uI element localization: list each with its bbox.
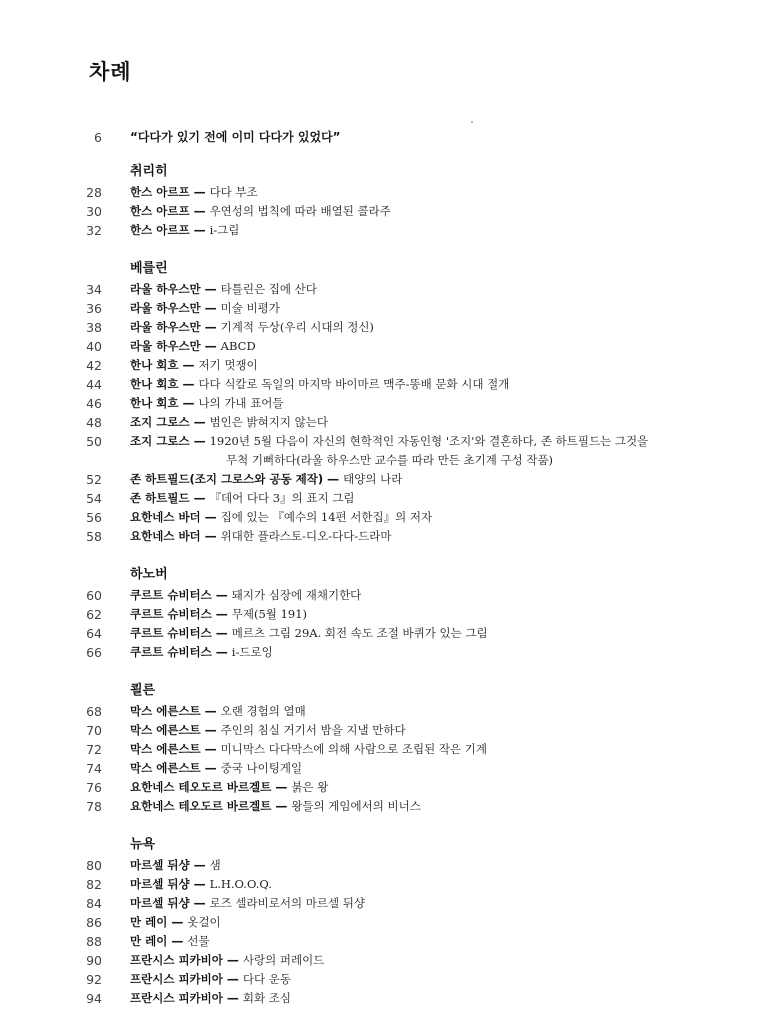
em-dash: —	[215, 645, 228, 659]
toc-section	[0, 834, 769, 1008]
page-number: 86	[86, 915, 102, 930]
page-number: 52	[86, 472, 102, 487]
toc-intro-entry[interactable]	[0, 128, 769, 147]
section-heading: 쾰른	[130, 683, 156, 698]
toc-entry[interactable]	[0, 856, 769, 875]
work-title: 다다 부조	[209, 185, 258, 199]
em-dash: —	[204, 282, 217, 296]
work-title: 선물	[187, 934, 210, 948]
toc-entry[interactable]	[0, 624, 769, 643]
toc-section	[0, 564, 769, 662]
em-dash: —	[204, 742, 217, 756]
work-title: 옷걸이	[187, 915, 221, 929]
work-title: 오랜 경험의 열매	[220, 704, 306, 718]
toc-entry[interactable]	[0, 586, 769, 605]
em-dash: —	[226, 991, 239, 1005]
artist-name: 조지 그로스	[130, 434, 190, 448]
em-dash: —	[204, 723, 217, 737]
em-dash: —	[193, 223, 206, 237]
work-title: 중국 나이팅게일	[220, 761, 303, 775]
toc-entry[interactable]	[0, 970, 769, 989]
paper-speck	[471, 121, 473, 123]
page-number: 32	[86, 223, 102, 238]
artist-name: 존 하트필드	[130, 491, 190, 505]
work-title: 우연성의 법칙에 따라 배열된 콜라주	[209, 204, 391, 218]
toc-entry[interactable]	[0, 221, 769, 240]
page-number: 56	[86, 510, 102, 525]
artist-name: 프란시스 피카비아	[130, 953, 223, 967]
page-number: 28	[86, 185, 102, 200]
work-title: 집에 있는 『예수의 14편 서한집』의 저자	[220, 510, 433, 524]
section-heading: 베를린	[130, 261, 168, 276]
em-dash: —	[215, 607, 228, 621]
toc-entry[interactable]	[0, 702, 769, 721]
page-number: 48	[86, 415, 102, 430]
page-number: 76	[86, 780, 102, 795]
page-number: 88	[86, 934, 102, 949]
toc-entry[interactable]	[0, 337, 769, 356]
section-heading: 뉴욕	[130, 837, 156, 852]
artist-name: 라울 하우스만	[130, 282, 201, 296]
em-dash: —	[193, 434, 206, 448]
toc-entry[interactable]	[0, 759, 769, 778]
work-title: 주인의 침실 거기서 밤을 지낼 만하다	[220, 723, 406, 737]
artist-name: 라울 하우스만	[130, 301, 201, 315]
page-number: 82	[86, 877, 102, 892]
em-dash: —	[204, 301, 217, 315]
toc-entry[interactable]	[0, 721, 769, 740]
em-dash: —	[204, 339, 217, 353]
artist-name: 한나 회흐	[130, 396, 179, 410]
artist-name: 라울 하우스만	[130, 339, 201, 353]
work-title: 위대한 플라스토-디오-다다-드라마	[220, 529, 392, 543]
artist-name: 한스 아르프	[130, 204, 190, 218]
em-dash: —	[327, 472, 340, 486]
em-dash: —	[275, 780, 288, 794]
work-title: 1920년 5월 다음이 자신의 현학적인 자동인형 '조지'와 결혼하다, 존 하트필드는 그것을	[209, 434, 649, 448]
page-number: 74	[86, 761, 102, 776]
em-dash: —	[171, 915, 184, 929]
page-number: 44	[86, 377, 102, 392]
toc-entry[interactable]	[0, 932, 769, 951]
toc-entry[interactable]	[0, 375, 769, 394]
work-title: 나의 가내 표어들	[198, 396, 284, 410]
page-number: 80	[86, 858, 102, 873]
page-number: 42	[86, 358, 102, 373]
em-dash: —	[193, 185, 206, 199]
artist-name: 쿠르트 슈비터스	[130, 645, 212, 659]
artist-name: 만 레이	[130, 934, 168, 948]
page-number: 68	[86, 704, 102, 719]
artist-name: 라울 하우스만	[130, 320, 201, 334]
page-number: 66	[86, 645, 102, 660]
page-number: 54	[86, 491, 102, 506]
page-number: 70	[86, 723, 102, 738]
intro-title: “다다가 있기 전에 이미 다다가 있었다”	[130, 130, 341, 144]
work-title-continued: 무척 기뻐하다(라울 하우스만 교수를 따라 만든 초기계 구성 작품)	[226, 453, 554, 467]
toc-section	[0, 161, 769, 240]
page-number: 64	[86, 626, 102, 641]
em-dash: —	[193, 858, 206, 872]
page-number: 58	[86, 529, 102, 544]
em-dash: —	[193, 877, 206, 891]
em-dash: —	[226, 953, 239, 967]
artist-name: 막스 에른스트	[130, 761, 201, 775]
artist-name: 만 레이	[130, 915, 168, 929]
work-title: 다다 운동	[242, 972, 291, 986]
em-dash: —	[215, 626, 228, 640]
page-number: 30	[86, 204, 102, 219]
toc-entry[interactable]	[0, 875, 769, 894]
page-number: 6	[94, 130, 102, 145]
page-number: 90	[86, 953, 102, 968]
toc-entry[interactable]	[0, 797, 769, 816]
work-title: 범인은 밝혀지지 않는다	[209, 415, 328, 429]
work-title: ABCD	[220, 339, 256, 353]
work-title: 미술 비평가	[220, 301, 280, 315]
toc-entry[interactable]	[0, 356, 769, 375]
page-number: 34	[86, 282, 102, 297]
artist-name: 막스 에른스트	[130, 723, 201, 737]
artist-name: 쿠르트 슈비터스	[130, 626, 212, 640]
section-heading: 취리히	[130, 164, 168, 179]
em-dash: —	[193, 491, 206, 505]
toc-entry[interactable]	[0, 489, 769, 508]
toc-entry[interactable]	[0, 318, 769, 337]
toc-entry[interactable]	[0, 989, 769, 1008]
em-dash: —	[182, 377, 195, 391]
toc-entry[interactable]	[0, 778, 769, 797]
em-dash: —	[275, 799, 288, 813]
toc-section	[0, 680, 769, 816]
page-number: 60	[86, 588, 102, 603]
em-dash: —	[204, 529, 217, 543]
em-dash: —	[182, 396, 195, 410]
work-title: 저기 멋쟁이	[198, 358, 258, 372]
toc-entry[interactable]	[0, 894, 769, 913]
toc-entry[interactable]	[0, 299, 769, 318]
page-number: 92	[86, 972, 102, 987]
em-dash: —	[193, 415, 206, 429]
page-number: 40	[86, 339, 102, 354]
work-title: 『데어 다다 3』의 표지 그림	[209, 491, 355, 505]
artist-name: 요한네스 테오도르 바르겔트	[130, 780, 272, 794]
artist-name: 쿠르트 슈비터스	[130, 607, 212, 621]
work-title: 미니막스 다다막스에 의해 사람으로 조립된 작은 기계	[220, 742, 488, 756]
toc-section	[0, 258, 769, 546]
work-title: 왕들의 게임에서의 비너스	[291, 799, 421, 813]
em-dash: —	[204, 510, 217, 524]
work-title: i-그림	[209, 223, 240, 237]
artist-name: 마르셀 뒤샹	[130, 877, 190, 891]
page-number: 38	[86, 320, 102, 335]
page-number: 72	[86, 742, 102, 757]
table-of-contents	[0, 128, 769, 1026]
artist-name: 요한네스 바더	[130, 510, 201, 524]
work-title: 돼지가 심장에 재채기한다	[231, 588, 362, 602]
artist-name: 한스 아르프	[130, 185, 190, 199]
toc-sections	[0, 161, 769, 1008]
page-number: 50	[86, 434, 102, 449]
em-dash: —	[193, 896, 206, 910]
work-title: 태양의 나라	[343, 472, 403, 486]
em-dash: —	[204, 320, 217, 334]
artist-name: 프란시스 피카비아	[130, 972, 223, 986]
artist-name: 한나 회흐	[130, 377, 179, 391]
section-heading: 하노버	[130, 567, 168, 582]
toc-entry[interactable]	[0, 470, 769, 489]
work-title: 다다 식칼로 독일의 마지막 바이마르 맥주-똥배 문화 시대 절개	[198, 377, 510, 391]
work-title: 샘	[209, 858, 221, 872]
page-number: 36	[86, 301, 102, 316]
artist-name: 요한네스 테오도르 바르겔트	[130, 799, 272, 813]
toc-entry[interactable]	[0, 394, 769, 413]
artist-name: 쿠르트 슈비터스	[130, 588, 212, 602]
toc-entry[interactable]	[0, 740, 769, 759]
page-number: 78	[86, 799, 102, 814]
page-number: 46	[86, 396, 102, 411]
artist-name: 프란시스 피카비아	[130, 991, 223, 1005]
em-dash: —	[226, 972, 239, 986]
artist-name: 한나 회흐	[130, 358, 179, 372]
page-title: 차례	[89, 60, 132, 84]
artist-name: 막스 에른스트	[130, 742, 201, 756]
toc-entry[interactable]	[0, 202, 769, 221]
work-title: 회화 조심	[242, 991, 291, 1005]
toc-entry[interactable]	[0, 280, 769, 299]
toc-entry[interactable]	[0, 432, 769, 470]
work-title: 로즈 셀라비로서의 마르셀 뒤샹	[209, 896, 365, 910]
em-dash: —	[215, 588, 228, 602]
work-title: 메르츠 그림 29A. 회전 속도 조절 바퀴가 있는 그림	[231, 626, 488, 640]
toc-entry[interactable]	[0, 951, 769, 970]
toc-entry[interactable]	[0, 643, 769, 662]
artist-name: 한스 아르프	[130, 223, 190, 237]
toc-entry[interactable]	[0, 605, 769, 624]
page-number: 62	[86, 607, 102, 622]
toc-entry[interactable]	[0, 183, 769, 202]
toc-entry[interactable]	[0, 913, 769, 932]
toc-entry[interactable]	[0, 527, 769, 546]
artist-name: 존 하트필드(조지 그로스와 공동 제작)	[130, 472, 324, 486]
em-dash: —	[193, 204, 206, 218]
em-dash: —	[204, 704, 217, 718]
artist-name: 막스 에른스트	[130, 704, 201, 718]
work-title: 무제(5월 191)	[231, 607, 308, 621]
artist-name: 마르셀 뒤샹	[130, 858, 190, 872]
em-dash: —	[204, 761, 217, 775]
work-title: 사랑의 퍼레이드	[242, 953, 325, 967]
work-title: 기계적 두상(우리 시대의 정신)	[220, 320, 374, 334]
toc-entry[interactable]	[0, 508, 769, 527]
work-title: L.H.O.O.Q.	[209, 877, 272, 891]
artist-name: 마르셀 뒤샹	[130, 896, 190, 910]
toc-entry[interactable]	[0, 413, 769, 432]
page-number: 94	[86, 991, 102, 1006]
em-dash: —	[182, 358, 195, 372]
artist-name: 요한네스 바더	[130, 529, 201, 543]
em-dash: —	[171, 934, 184, 948]
work-title: i-드로잉	[231, 645, 273, 659]
page-number: 84	[86, 896, 102, 911]
artist-name: 조지 그로스	[130, 415, 190, 429]
work-title: 타틀린은 집에 산다	[220, 282, 317, 296]
work-title: 붉은 왕	[291, 780, 329, 794]
